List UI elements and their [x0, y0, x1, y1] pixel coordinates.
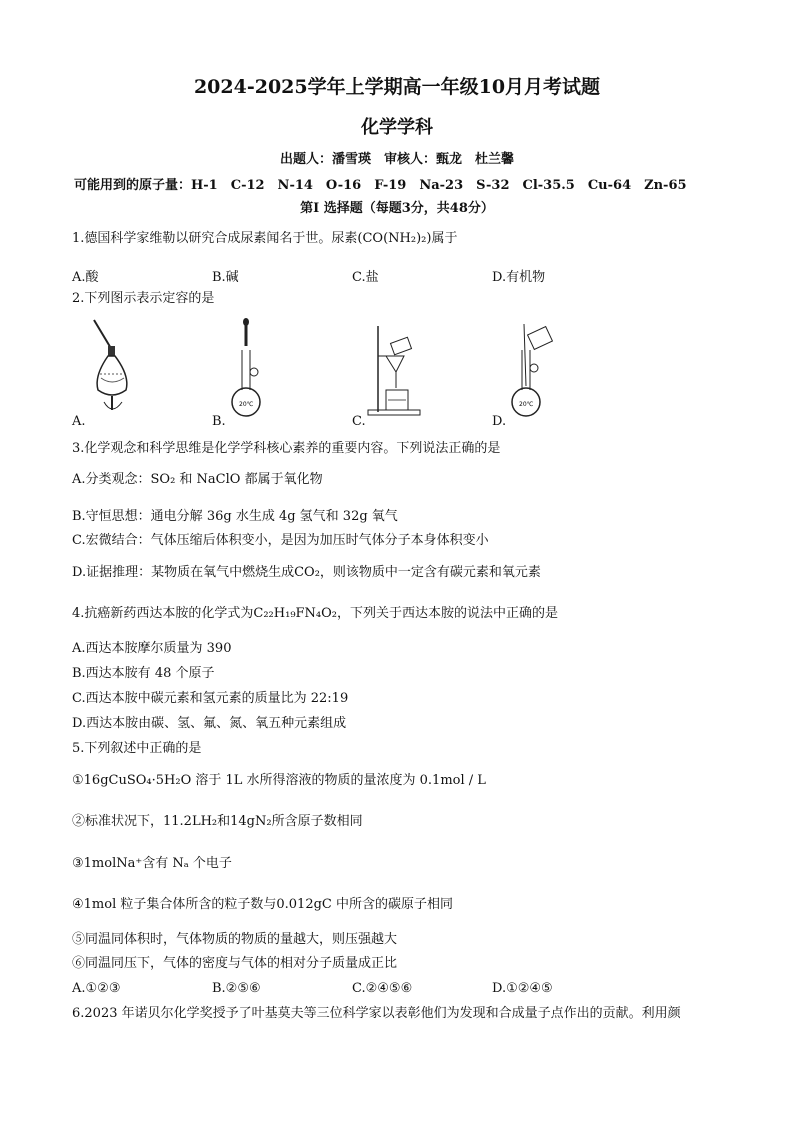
- question-4-stem: 4.抗癌新药西达本胺的化学式为C₂₂H₁₉FN₄O₂，下列关于西达本胺的说法中正确的是: [72, 606, 559, 621]
- authors-line: 出题人：潘雪瑛 审核人：甄龙 杜兰馨: [279, 152, 514, 167]
- filtration-apparatus-figure: [360, 316, 430, 416]
- question-5-statement-5: ⑤同温同体积时，气体物质的物质的量越大，则压强越大: [72, 932, 398, 947]
- question-4-option-c: C.西达本胺中碳元素和氢元素的质量比为 22:19: [72, 691, 349, 706]
- question-4-option-b: B.西达本胺有 48 个原子: [72, 666, 215, 681]
- question-1-option-b: B.碱: [212, 270, 239, 285]
- question-1-option-a: A.酸: [72, 270, 99, 285]
- separatory-funnel-figure: [84, 316, 140, 416]
- question-5-statement-1: ①16gCuSO₄·5H₂O 溶于 1L 水所得溶液的物质的量浓度为 0.1mol / L: [72, 773, 486, 788]
- question-3-option-d: D.证据推理：某物质在氧气中燃烧生成CO₂，则该物质中一定含有碳元素和氧元素: [72, 565, 541, 580]
- question-1-option-d: D.有机物: [492, 270, 546, 285]
- question-1-stem: [72, 231, 457, 247]
- question-5-stem: 5.下列叙述中正确的是: [72, 741, 202, 756]
- subject-title: 化学学科: [361, 117, 433, 138]
- question-5-statement-6: ⑥同温同压下，气体的密度与气体的相对分子质量成正比: [72, 956, 398, 971]
- question-1-text: 1.德国科学家维勒以研究合成尿素闻名于世。尿素: [72, 231, 358, 246]
- question-5-statement-3: ③1molNa⁺含有 Nₐ 个电子: [72, 856, 232, 871]
- question-4-option-d: D.西达本胺由碳、氢、氟、氮、氧五种元素组成: [72, 716, 347, 731]
- exam-title: 2024-2025学年上学期高一年级10月月考试题: [193, 76, 601, 98]
- question-3-stem: 3.化学观念和科学思维是化学学科核心素养的重要内容。下列说法正确的是: [72, 441, 501, 456]
- question-5-option-a: A.①②③: [72, 981, 121, 996]
- question-2-option-b: B.: [212, 414, 226, 429]
- question-2-option-c: C.: [352, 414, 366, 429]
- atomic-masses-line: 可能用到的原子量：H-1 C-12 N-14 O-16 F-19 Na-23 S-32 Cl-35.5 Cu-64 Zn-65: [74, 178, 687, 193]
- question-3-option-a: A.分类观念：SO₂ 和 NaClO 都属于氧化物: [72, 472, 323, 487]
- urea-formula: (CO(NH₂)₂): [357, 231, 432, 246]
- question-3-option-c: C.宏微结合：气体压缩后体积变小，是因为加压时气体分子本身体积变小: [72, 533, 489, 548]
- question-4-option-a: A.西达本胺摩尔质量为 390: [72, 641, 232, 656]
- question-2-option-d: D.: [492, 414, 507, 429]
- question-5-statement-2: ②标准状况下，11.2LH₂和14gN₂所含原子数相同: [72, 814, 363, 829]
- question-1-tail: 属于: [431, 231, 458, 246]
- flask-temp-mark-d: 20℃: [519, 401, 534, 408]
- question-3-option-b: B.守恒思想：通电分解 36g 水生成 4g 氢气和 32g 氧气: [72, 509, 398, 524]
- question-5-option-c: C.②④⑤⑥: [352, 981, 413, 996]
- question-1-option-c: C.盐: [352, 270, 379, 285]
- question-2-option-a: A.: [72, 414, 86, 429]
- question-2-stem: 2.下列图示表示定容的是: [72, 291, 215, 306]
- question-5-option-d: D.①②④⑤: [492, 981, 553, 996]
- question-5-statement-4: ④1mol 粒子集合体所含的粒子数与0.012gC 中所含的碳原子相同: [72, 897, 453, 912]
- flask-temp-mark-b: 20℃: [239, 401, 254, 408]
- pouring-into-flask-figure: [504, 316, 564, 416]
- section-heading: 第Ⅰ 选择题（每题3分，共48分）: [300, 201, 494, 216]
- question-5-option-b: B.②⑤⑥: [212, 981, 261, 996]
- volumetric-flask-dropper-figure: [224, 316, 280, 416]
- question-6-stem: 6.2023 年诺贝尔化学奖授予了叶基莫夫等三位科学家以表彰他们为发现和合成量子点作出的贡献。利用颜: [72, 1006, 681, 1021]
